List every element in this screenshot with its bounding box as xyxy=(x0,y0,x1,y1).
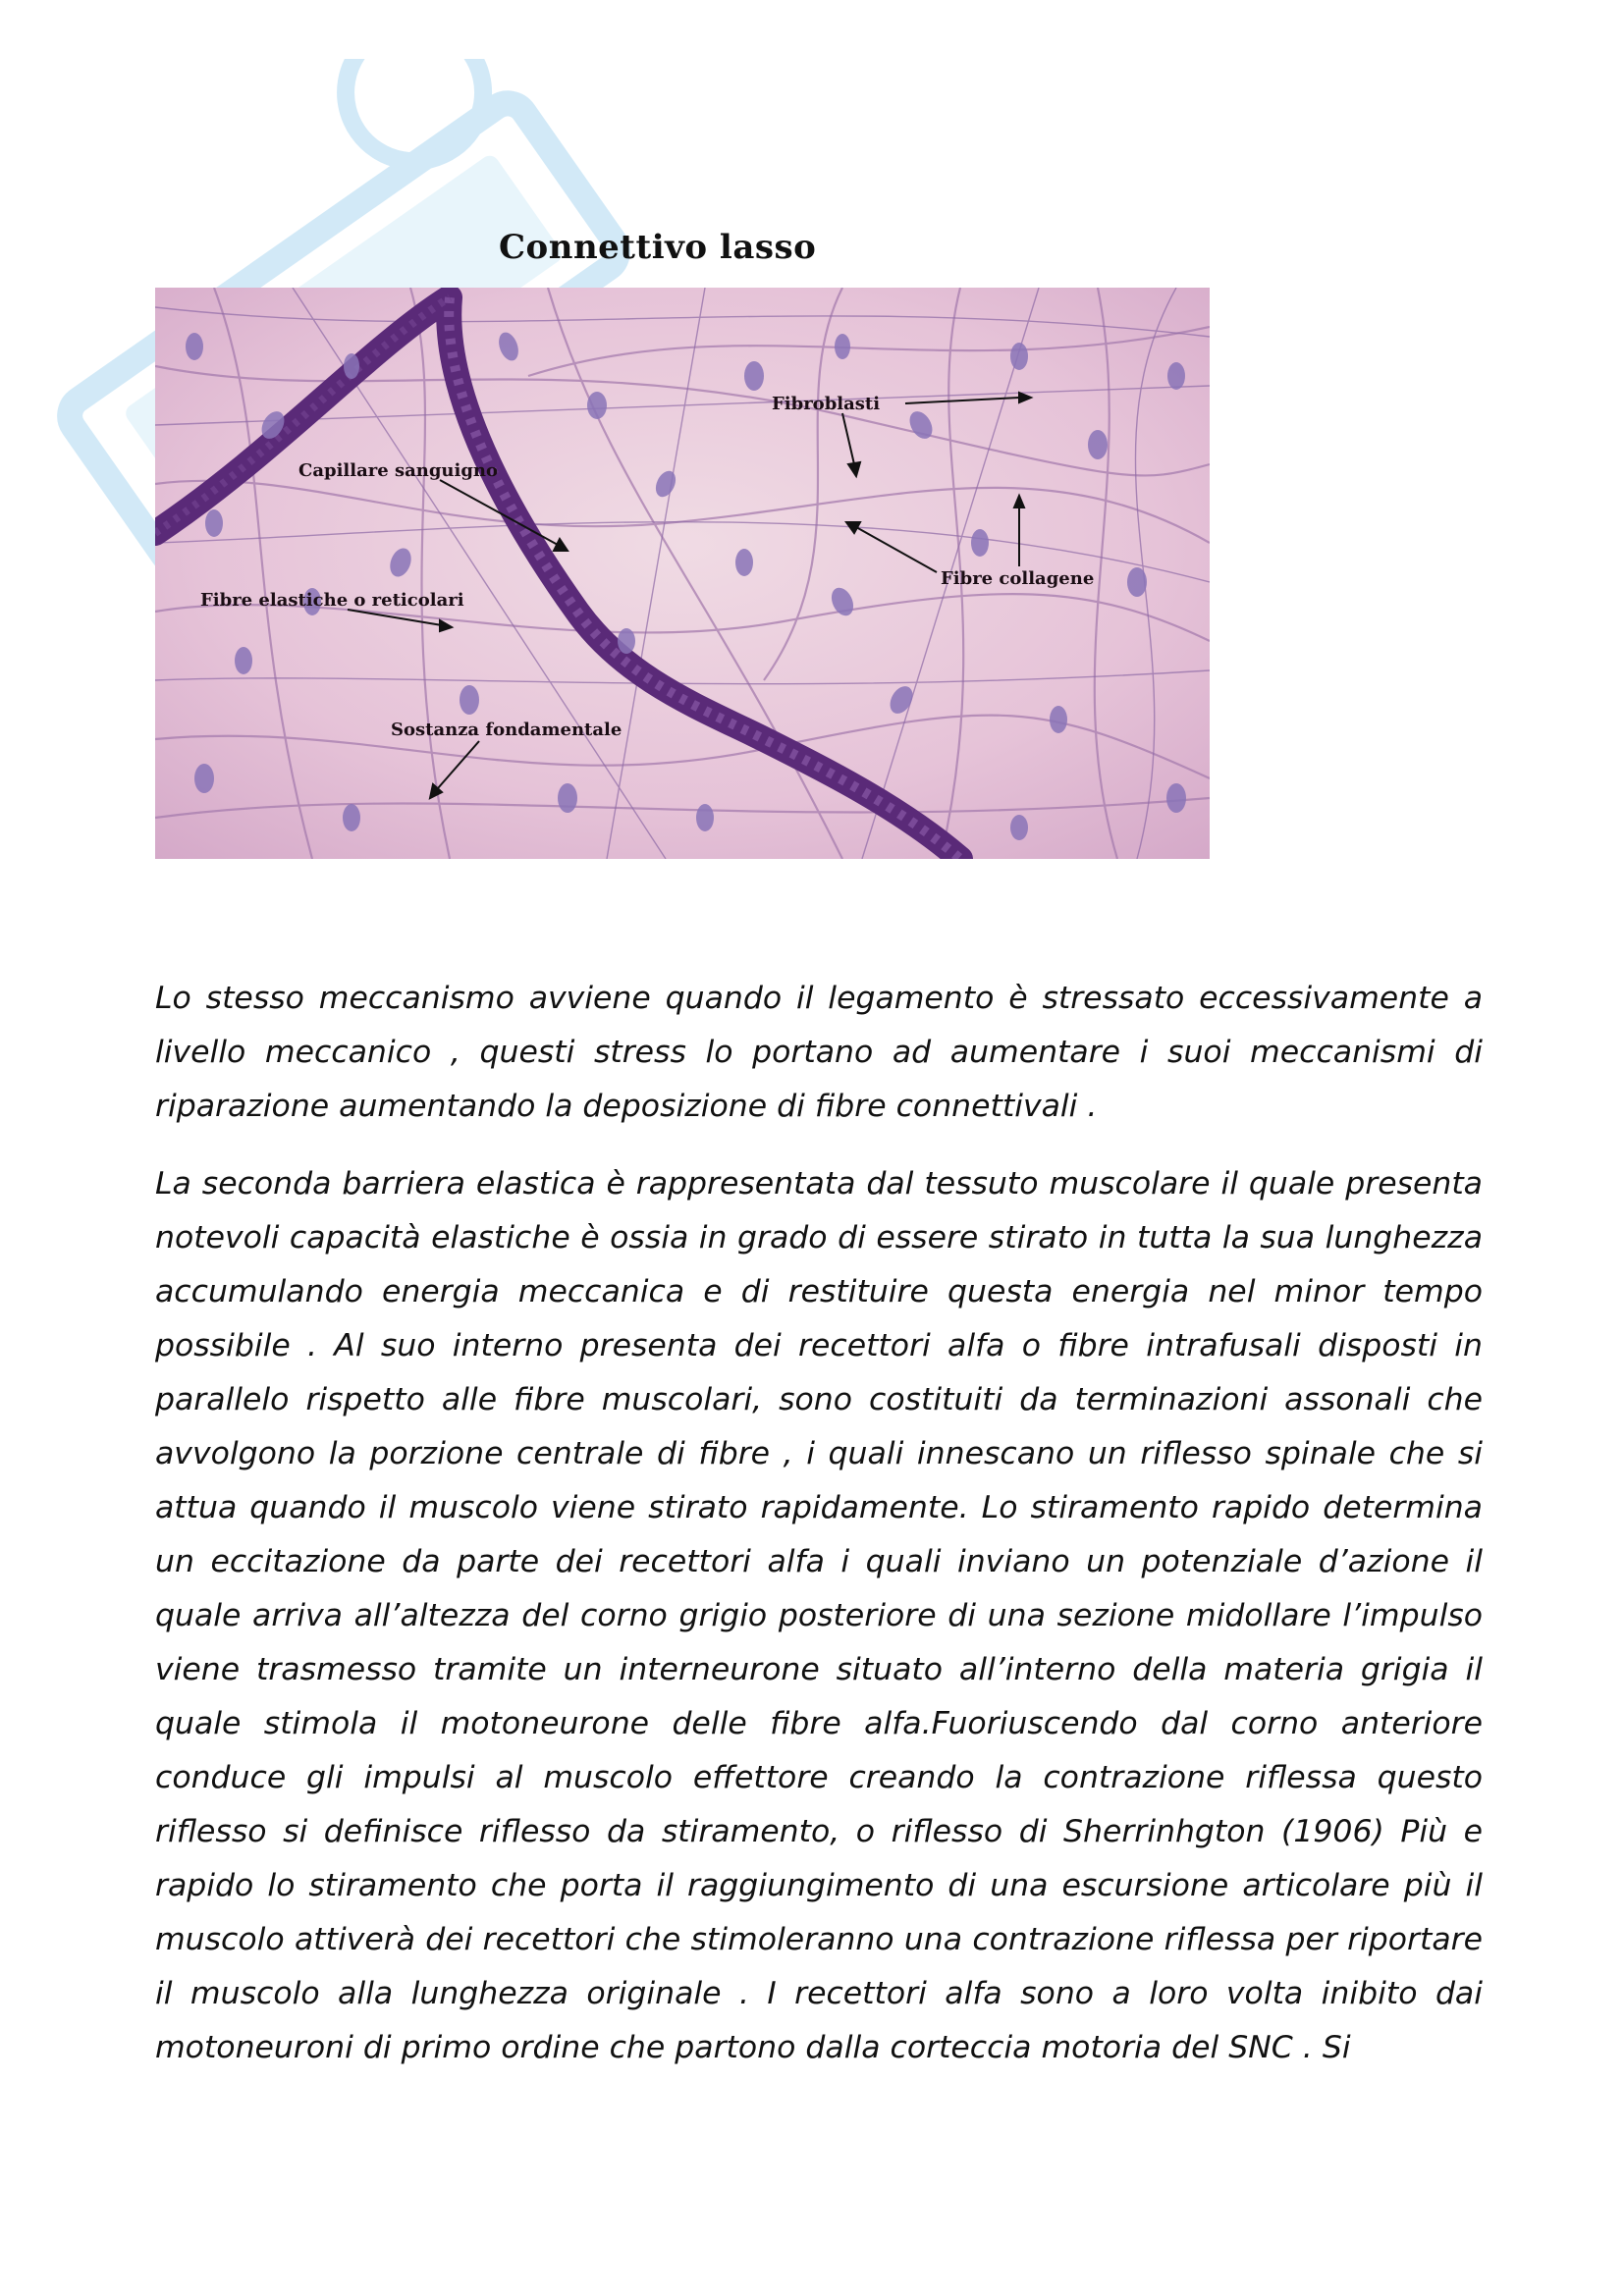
label-fibre-collagene: Fibre collagene xyxy=(941,568,1095,589)
paragraph-2: La seconda barriera elastica è rappresentata dal tessuto muscolare il quale presenta notevoli capacità elastiche è ossia in grado di essere stirato in tutta la sua lunghezza accumulando energia meccanica e di restituire questa energia nel minor tempo possibile . Al suo interno presenta dei recettori alfa o fibre intrafusali disposti in parallelo rispetto alle fibre muscolari, sono costituiti da terminazioni assonali che avvolgono la porzione centrale di fibre , i quali innescano un riflesso spinale che si attua quando il muscolo viene stirato rapidamente. Lo stiramento rapido determina un eccitazione da parte dei recettori alfa i quali inviano un potenziale d’azione il quale arriva all’altezza del corno grigio posteriore di una sezione midollare l’impulso viene trasmesso tramite un interneurone situato all’interno della materia grigia il quale stimola il motoneurone delle fibre alfa.Fuoriuscendo dal corno anteriore conduce gli impulsi al muscolo effettore creando la contrazione riflessa questo riflesso si definisce riflesso da stiramento, o riflesso di Sherrinhgton (1906) Più e rapido lo stiramento che porta il raggiungimento di una escursione articolare più il muscolo attiverà dei recettori che stimoleranno una contrazione riflessa per riportare il muscolo alla lunghezza originale . I recettori alfa sono a loro volta inibito dai motoneuroni di primo ordine che partono dalla corteccia motoria del SNC . Si xyxy=(155,1166,1483,2065)
micrograph-image xyxy=(155,288,1210,859)
body-text xyxy=(155,972,1483,2099)
label-fibroblasti: Fibroblasti xyxy=(772,394,881,414)
figure-title: Connettivo lasso xyxy=(499,228,817,267)
label-fibre-elastiche: Fibre elastiche o reticolari xyxy=(200,590,464,611)
label-capillare: Capillare sanguigno xyxy=(298,460,499,481)
label-sostanza: Sostanza fondamentale xyxy=(391,720,623,740)
paragraph-1: Lo stesso meccanismo avviene quando il legamento è stressato eccessivamente a livello meccanico , questi stress lo portano ad aumentare i suoi meccanismi di riparazione aumentando la deposizione di fibre connettivali . xyxy=(155,981,1483,1124)
